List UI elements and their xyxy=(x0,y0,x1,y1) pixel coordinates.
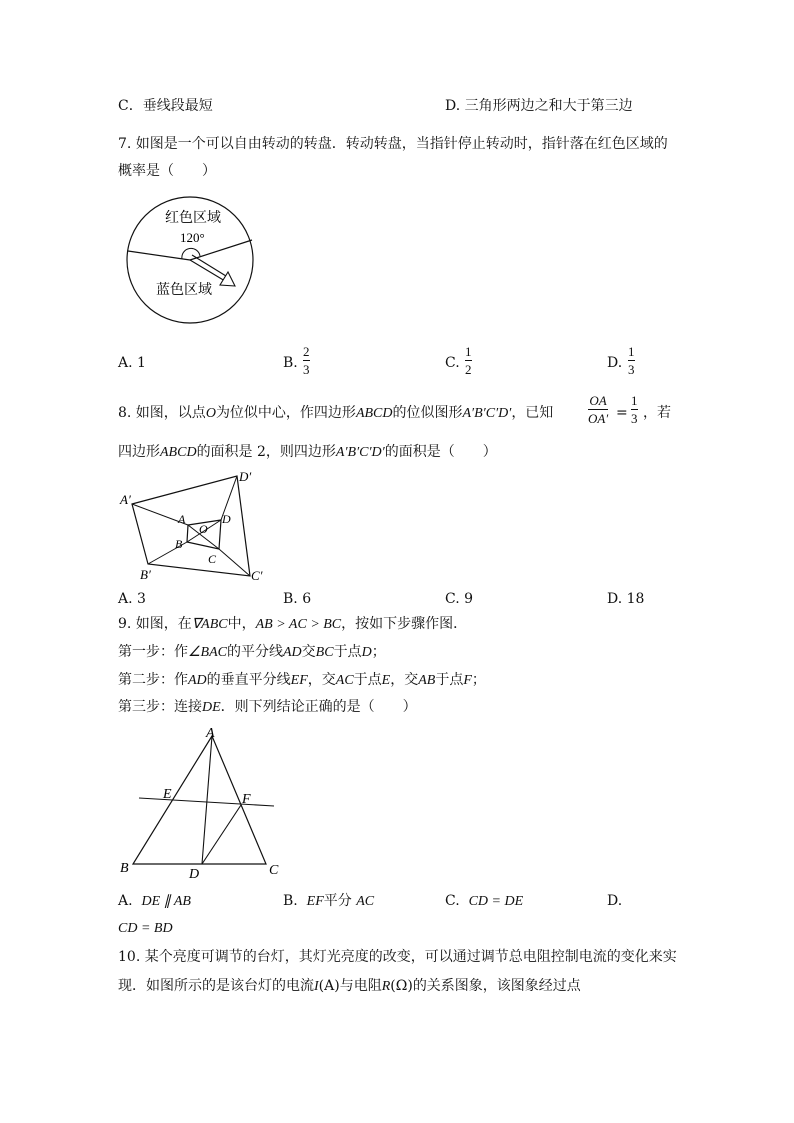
q7-option-d-label: D. xyxy=(607,355,623,371)
q7-stem-line2: 概率是（ ） xyxy=(118,163,216,179)
q9-option-a: A. DE ∥ AB xyxy=(118,893,191,909)
q6-option-c: C．垂线段最短 xyxy=(118,98,213,114)
blue-region-label: 蓝色区域 xyxy=(156,283,212,298)
q6-option-d: D. 三角形两边之和大于第三边 xyxy=(445,98,633,114)
denominator: 3 xyxy=(628,362,635,377)
q7-spinner-figure xyxy=(120,196,265,331)
numerator: 1 xyxy=(628,344,635,359)
q8-homothety-figure xyxy=(115,466,275,588)
label-b: B xyxy=(175,537,183,551)
pointer-shaft xyxy=(190,260,225,281)
angle-label: 120° xyxy=(180,230,205,245)
q10-stem-line2: 现．如图所示的是该台灯的电流I(A)与电阻R(Ω)的关系图象，该图象经过点 xyxy=(118,978,581,994)
label-f: F xyxy=(242,792,251,807)
red-region-label: 红色区域 xyxy=(165,211,221,226)
label-a-prime: A′ xyxy=(120,492,131,507)
q9-option-d-value: CD = BD xyxy=(118,921,173,936)
q8-stem-line1-end: ，若 xyxy=(643,405,671,421)
denominator: 3 xyxy=(303,362,310,377)
option-value: 1 xyxy=(137,355,146,371)
label-o: O xyxy=(199,522,208,536)
q8-option-b: B. 6 xyxy=(283,591,312,607)
denominator: 2 xyxy=(465,362,472,377)
q7-stem-line1: 7. 如图是一个可以自由转动的转盘．转动转盘，当指针停止转动时，指针落在红色区域的 xyxy=(118,136,668,152)
numerator: 1 xyxy=(465,344,472,359)
segment-df xyxy=(202,805,241,864)
q9-option-c: C. CD = DE xyxy=(445,893,524,909)
q9-option-b: B. EF平分 AC xyxy=(283,893,375,909)
q8-stem-line2: 四边形ABCD的面积是 2，则四边形A′B′C′D′的面积是（ ） xyxy=(118,444,497,460)
label-b: B xyxy=(120,861,129,876)
q7-option-b-fraction xyxy=(303,344,310,377)
label-b-prime: B′ xyxy=(140,567,151,582)
q7-option-c-label: C. xyxy=(445,355,460,371)
q9-triangle-figure xyxy=(115,722,290,882)
label-c-prime: C′ xyxy=(251,568,263,583)
q7-option-a xyxy=(118,353,146,373)
q8-stem-line1: 8. 如图，以点O为位似中心，作四边形ABCD的位似图形A′B′C′D′，已知 xyxy=(118,405,554,421)
q8-option-c: C. 9 xyxy=(445,591,474,607)
q8-value-fraction: 1 3 xyxy=(631,393,638,426)
q10-stem-line1: 10. 某个亮度可调节的台灯，其灯光亮度的改变，可以通过调节总电阻控制电流的变化来实 xyxy=(118,949,677,965)
segment-ad xyxy=(202,736,212,864)
q8-equals: = xyxy=(616,405,628,421)
pointer-shaft-outline xyxy=(192,255,226,276)
q9-option-d-label: D. xyxy=(607,893,623,909)
label-d: D xyxy=(222,512,231,526)
option-label: A. xyxy=(118,355,133,371)
numerator: 2 xyxy=(303,344,310,359)
q8-option-d: D. 18 xyxy=(607,591,645,607)
q7-option-c-fraction xyxy=(465,344,472,377)
q8-option-a: A. 3 xyxy=(118,591,146,607)
q9-step2: 第二步：作AD的垂直平分线EF，交AC于点E，交AB于点F； xyxy=(118,672,486,688)
label-e: E xyxy=(163,787,172,802)
label-c: C xyxy=(208,552,217,566)
label-c: C xyxy=(269,863,279,878)
q7-option-b-label: B. xyxy=(283,355,298,371)
label-a: A xyxy=(206,726,215,741)
q9-step3: 第三步：连接DE．则下列结论正确的是（ ） xyxy=(118,699,417,715)
q7-option-d-fraction xyxy=(628,344,635,377)
label-a: A xyxy=(178,512,186,526)
spinner-divider-left xyxy=(128,251,190,260)
q9-stem-line1: 9. 如图，在∇ABC中，AB > AC > BC，按如下步骤作图． xyxy=(118,616,468,632)
label-d-prime: D′ xyxy=(239,469,252,484)
q9-step1: 第一步：作∠BAC的平分线AD交BC于点D； xyxy=(118,644,386,660)
label-d: D xyxy=(189,867,200,882)
q8-ratio-fraction: OA OA′ xyxy=(588,393,609,426)
